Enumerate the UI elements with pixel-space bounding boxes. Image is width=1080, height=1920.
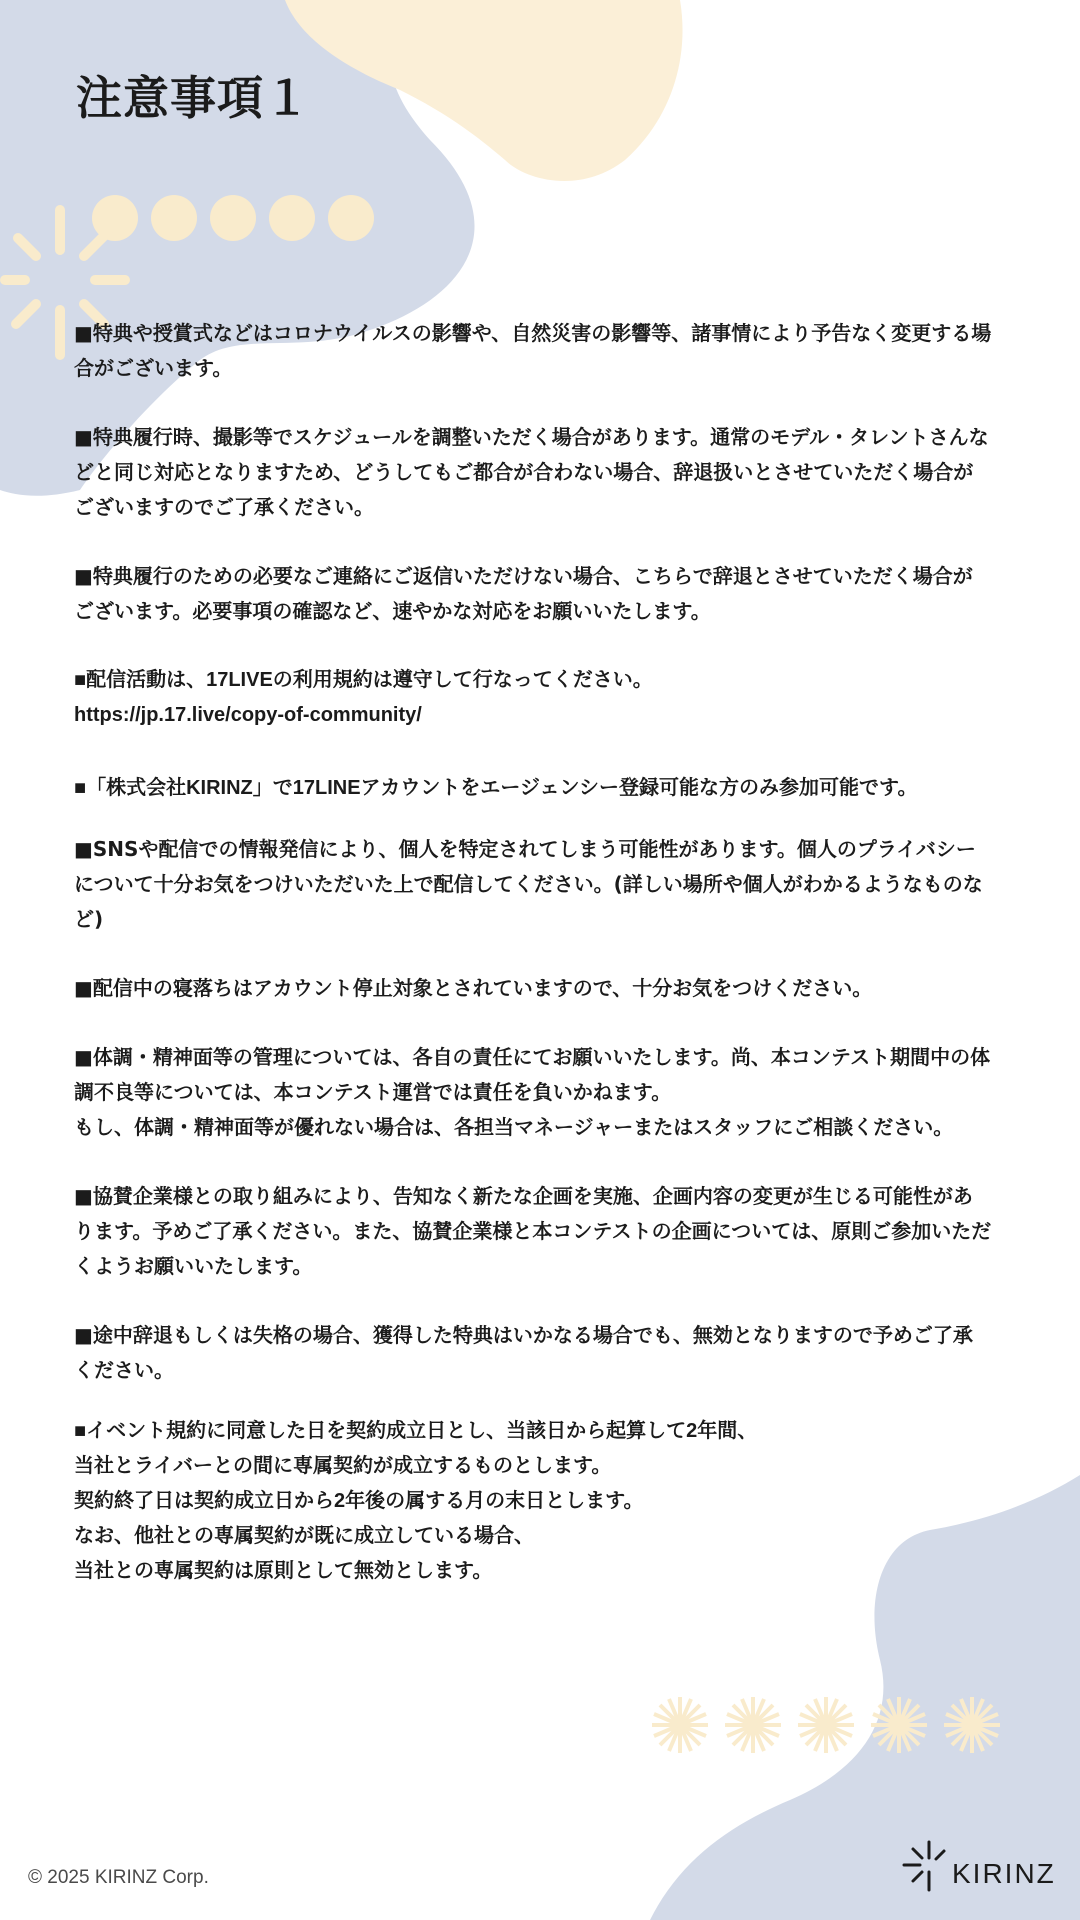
page-title: 注意事項１ bbox=[76, 71, 311, 125]
notice-item-reply-required: ■特典履行のための必要なご連絡にご返信いただけない場合、こちらで辞退とさせていただく場合がございます。必要事項の確認など、速やかな対応をお願いいたします。 bbox=[74, 564, 973, 623]
notice-item-terms-text: ■配信活動は、17LIVEの利用規約は遵守して行なってください。 bbox=[74, 669, 653, 691]
notice-list bbox=[74, 316, 992, 1589]
notice-item-shooting-schedule: ■特典履行時、撮影等でスケジュールを調整いただく場合があります。通常のモデル・タレントさんなどと同じ対応となりますため、どうしてもご都合が合わない場合、辞退扱いとさせていただく場合がございますのでご了承ください。 bbox=[74, 425, 989, 519]
brand-logo bbox=[898, 1826, 1058, 1896]
notice-item-health: ■体調・精神面等の管理については、各自の責任にてお願いいたします。尚、本コンテスト期間中の体調不良等については、本コンテスト運営では責任を負いかねます。 もし、体調・精神面等が優れない場合は、各担当マネージャーまたはスタッフにご相談ください。 bbox=[74, 1045, 991, 1139]
copyright-text: © 2025 KIRINZ Corp. bbox=[28, 1867, 209, 1888]
terms-link[interactable]: https://jp.17.live/copy-of-community/ bbox=[74, 704, 422, 726]
notice-item-privacy: ■SNSや配信での情報発信により、個人を特定されてしまう可能性があります。個人のプライバシーについて十分お気をつけいただいた上で配信してください。(詳しい場所や個人がわかるようなものなど) bbox=[74, 837, 983, 931]
notice-item-withdrawal: ■途中辞退もしくは失格の場合、獲得した特典はいかなる場合でも、無効となりますので予めご了承ください。 bbox=[74, 1323, 973, 1382]
notice-item-terms bbox=[74, 663, 992, 733]
notice-item-schedule-change: ■特典や授賞式などはコロナウイルスの影響や、自然災害の影響等、諸事情により予告なく変更する場合がございます。 bbox=[74, 321, 992, 380]
notice-item-falling-asleep: ■配信中の寝落ちはアカウント停止対象とされていますので、十分お気をつけください。 bbox=[74, 976, 873, 1000]
kirinz-sparkle-icon bbox=[898, 1834, 960, 1896]
notice-item-agency-registration: ■「株式会社KIRINZ」で17LINEアカウントをエージェンシー登録可能な方のみ参加可能です。 bbox=[74, 777, 918, 799]
notice-item-sponsor: ■協賛企業様との取り組みにより、告知なく新たな企画を実施、企画内容の変更が生じる可能性があります。予めご了承ください。また、協賛企業様と本コンテストの企画については、原則ご参加いただくようお願いいたします。 bbox=[74, 1184, 992, 1278]
notice-item-exclusive-contract: ■イベント規約に同意した日を契約成立日とし、当該日から起算して2年間、 当社とライバーとの間に専属契約が成立するものとします。 契約終了日は契約成立日から2年後の属する月の末日とします。 なお、他社との専属契約が既に成立している場合、 当社との専属契約は原則として無効とします。 bbox=[74, 1420, 758, 1582]
brand-name: KIRINZ bbox=[952, 1858, 1056, 1889]
